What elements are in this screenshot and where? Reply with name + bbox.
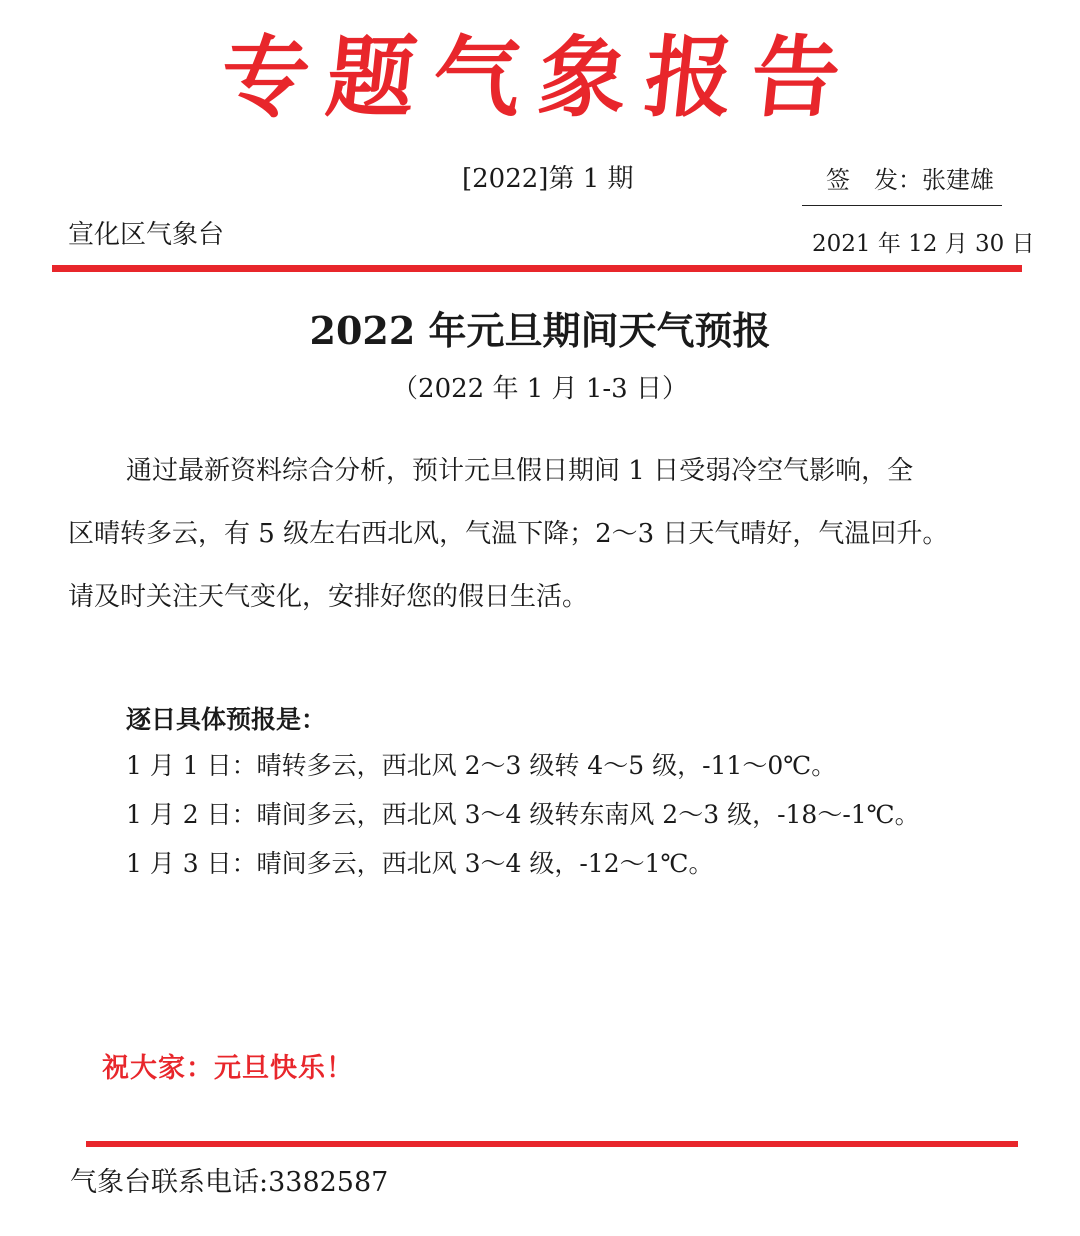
issue-date: 2021 年 12 月 30 日 — [812, 231, 1035, 257]
daily-forecast-item: 1 月 3 日：晴间多云，西北风 3～4 级，-12～1℃。 — [126, 849, 714, 878]
greeting: 祝大家：元旦快乐！ — [102, 1053, 354, 1084]
issue-number: [2022]第 1 期 — [462, 164, 634, 194]
masthead-title: 专题气象报告 — [215, 26, 863, 129]
report-subtitle: （2022 年 1 月 1-3 日） — [392, 374, 688, 404]
signer: 签 发：张建雄 — [826, 166, 994, 194]
signer-underline — [802, 205, 1002, 206]
summary-line: 区晴转多云，有 5 级左右西北风，气温下降；2～3 日天气晴好，气温回升。 — [68, 519, 949, 549]
report-title: 2022 年元旦期间天气预报 — [309, 308, 771, 353]
organization: 宣化区气象台 — [68, 220, 225, 250]
summary-line: 请及时关注天气变化，安排好您的假日生活。 — [68, 582, 589, 612]
daily-forecast-item: 1 月 2 日：晴间多云，西北风 3～4 级转东南风 2～3 级，-18～-1℃。 — [126, 800, 920, 829]
header-divider — [52, 265, 1022, 272]
contact-phone: 气象台联系电话:3382587 — [70, 1167, 389, 1198]
daily-forecast-heading: 逐日具体预报是： — [126, 705, 327, 734]
daily-forecast-item: 1 月 1 日：晴转多云，西北风 2～3 级转 4～5 级，-11～0℃。 — [126, 751, 837, 780]
summary-line: 通过最新资料综合分析，预计元旦假日期间 1 日受弱冷空气影响，全 — [126, 456, 914, 486]
summary-paragraph — [68, 440, 1018, 629]
footer-divider — [86, 1141, 1018, 1147]
